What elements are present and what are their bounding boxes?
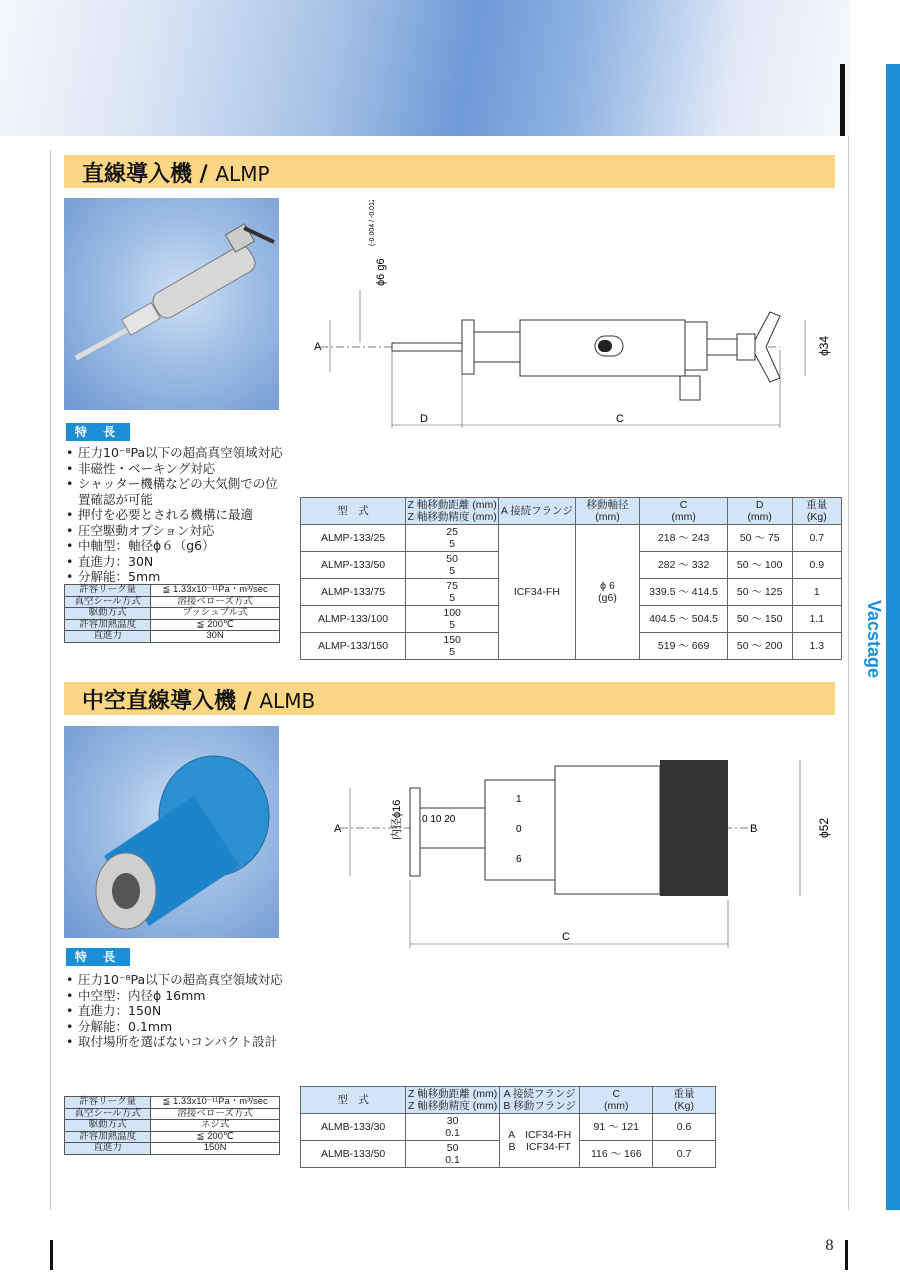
left-margin-line	[50, 150, 51, 1210]
footer-mark-right	[845, 1240, 848, 1270]
table-row: 許容リーク量 ≦ 1.33x10⁻¹¹Pa・m³/sec	[65, 1097, 280, 1109]
list-item: • 直進力：150N	[64, 1003, 290, 1019]
list-item: • 圧空駆動オプション対応	[64, 523, 290, 539]
table-row: 真空シール方式 溶接ベローズ方式	[65, 596, 280, 608]
table-row: ALMP-133/75 75 5 339.5 ～ 414.5 50 ～ 125 1	[301, 579, 842, 606]
list-item: • 圧力10⁻⁸Pa以下の超高真空領域対応	[64, 445, 290, 461]
header-banner	[0, 0, 850, 136]
list-item: • 押付を必要とされる機構に最適	[64, 507, 290, 523]
table-row: 直進力 30N	[65, 631, 280, 643]
almp-drawing	[300, 200, 840, 440]
almb-dim-b: B	[750, 823, 758, 835]
almb-drawing-svg	[330, 760, 840, 960]
almb-dim-a: A	[334, 823, 342, 835]
almb-features-badge: 特 長	[66, 948, 130, 966]
almb-product-illustration	[64, 726, 279, 938]
almb-model-table	[300, 1086, 716, 1168]
almb-product-photo	[64, 726, 279, 938]
almb-inner-dim: 内径ϕ16	[391, 799, 403, 840]
list-item: • 中軸型：軸径ϕ６（g6）	[64, 538, 290, 554]
footer-mark-left	[50, 1240, 53, 1270]
table-row: 駆動方式 プッシュプル式	[65, 608, 280, 620]
list-item: • 分解能：0.1mm	[64, 1019, 290, 1035]
table-header-row: 型 式 Z 軸移動距離 (mm) Z 軸移動精度 (mm) A 接続フランジ 移動軸径 (mm) C (mm) D (mm) 重量 (Kg)	[301, 498, 842, 525]
list-item: • 直進力：30N	[64, 554, 290, 570]
almp-model-table	[300, 497, 842, 660]
almp-dim-d: D	[420, 413, 428, 425]
almb-scale: 0 10 20	[422, 814, 456, 825]
header-mark	[840, 64, 845, 136]
list-item: • 取付場所を選ばないコンパクト設計	[64, 1034, 290, 1050]
table-row: 許容加熱温度 ≦ 200℃	[65, 619, 280, 631]
table-row: 直進力 150N	[65, 1143, 280, 1155]
almb-dial-1: 1	[516, 794, 522, 805]
almb-dim-c: C	[562, 931, 570, 943]
table-row: 真空シール方式 溶接ベローズ方式	[65, 1108, 280, 1120]
almp-features-badge: 特 長	[66, 423, 130, 441]
almp-title: 直線導入機 / ALMP	[82, 162, 270, 187]
almp-product-illustration	[64, 198, 279, 410]
almp-dim-34: ϕ34	[817, 335, 831, 356]
page-number: 8	[825, 1238, 834, 1254]
almp-shaft-tol: (-0.004 / -0.012)	[369, 200, 376, 246]
list-item: • シャッター機構などの大気側での位置確認が可能	[64, 476, 290, 507]
right-margin-line	[848, 136, 849, 1210]
almp-dim-c: C	[616, 413, 624, 425]
almp-product-photo	[64, 198, 279, 410]
table-row: 許容加熱温度 ≦ 200℃	[65, 1131, 280, 1143]
almb-drawing	[330, 760, 840, 960]
table-row: ALMP-133/100 100 5 404.5 ～ 504.5 50 ～ 150 1.1	[301, 606, 842, 633]
list-item: • 中空型：内径ϕ 16mm	[64, 988, 290, 1004]
list-item: • 非磁性・ベーキング対応	[64, 461, 290, 477]
almb-features-list	[64, 972, 290, 1050]
table-row: 許容リーク量 ≦ 1.33x10⁻¹¹Pa・m³/sec	[65, 585, 280, 597]
almb-dim-52: ϕ52	[817, 817, 831, 838]
almb-spec-table	[64, 1096, 280, 1155]
list-item: • 圧力10⁻⁸Pa以下の超高真空領域対応	[64, 972, 290, 988]
side-accent-bar	[886, 64, 900, 1210]
list-item: • 分解能：5mm	[64, 569, 290, 585]
almb-dial-0: 0	[516, 824, 522, 835]
almp-drawing-svg	[300, 200, 840, 440]
table-row: ALMP-133/50 50 5 282 ～ 332 50 ～ 100 0.9	[301, 552, 842, 579]
almb-title-band	[64, 682, 835, 715]
almb-title: 中空直線導入機 / ALMB	[82, 689, 316, 714]
table-row: ALMP-133/150 150 5 519 ～ 669 50 ～ 200 1.3	[301, 633, 842, 660]
almp-shaft-dim: ϕ6 g6	[375, 258, 387, 286]
almp-title-band	[64, 155, 835, 188]
table-row: ALMP-133/25 25 5 ICF34-FH ϕ 6 (g6) 218 ～ 243 50 ～ 75 0.7	[301, 525, 842, 552]
almp-features-list	[64, 445, 290, 585]
table-header-row: 型 式 Z 軸移動距離 (mm) Z 軸移動精度 (mm) A 接続フランジ B 移動フランジ C (mm) 重量 (Kg)	[301, 1087, 716, 1114]
table-row: ALMB-133/30 30 0.1 A ICF34-FH B ICF34-FT 91 ～ 121 0.6	[301, 1114, 716, 1141]
almb-dial-6: 6	[516, 854, 522, 865]
table-row: ALMB-133/50 50 0.1 116 ～ 166 0.7	[301, 1141, 716, 1168]
almp-dim-a: A	[314, 341, 322, 353]
table-row: 駆動方式 ネジ式	[65, 1120, 280, 1132]
side-label: Vacstage	[864, 600, 884, 679]
almp-spec-table	[64, 584, 280, 643]
